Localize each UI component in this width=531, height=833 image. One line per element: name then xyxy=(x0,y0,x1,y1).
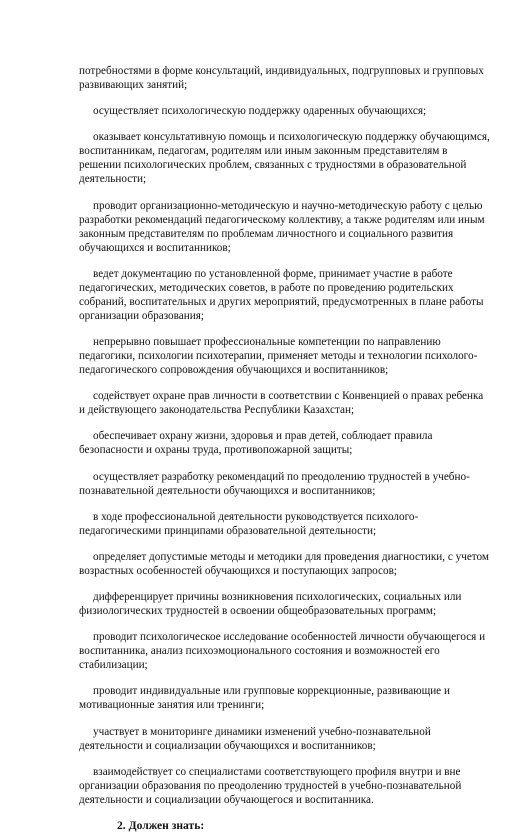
paragraph: проводит психологическое исследование особенностей личности обучающегося и воспитанника, анализ психоэмоционального состояния и возможностей его стабилизации; xyxy=(79,631,486,672)
paragraph: в ходе профессиональной деятельности руководствуется психолого-педагогическими принципами образовательной деятельности; xyxy=(79,510,419,537)
paragraph: дифференцирует причины возникновения психологических, социальных или физиологических трудностей в освоении общеобразовательных программ; xyxy=(79,591,462,618)
paragraph: потребностями в форме консультаций, индивидуальных, подгрупповых и групповых развивающих занятий; xyxy=(79,65,484,91)
paragraph: определяет допустимые методы и методики для проведения диагностики, с учетом возрастных особенностей обучающихся и поступающих запросов; xyxy=(79,550,490,577)
paragraph: проводит организационно-методическую и научно-методическую работу с целью разработки рекомендаций педагогическому коллективу, а также родителям или иным законным представителям по проблемам личностного и социального развития обучающихся и воспитанников; xyxy=(79,199,485,254)
paragraph: оказывает консультативную помощь и психологическую поддержку обучающимся, воспитанникам, педагогам, родителям или иным законным представителям в решении психологических проблем, связанных с трудностями в образовательной деятельности; xyxy=(79,131,490,186)
paragraph: ведет документацию по установленной форме, принимает участие в работе педагогических, методических советов, в работе по проведению родительских собраний, воспитательных и других мероприятий, предусмотренных в плане работы организации образования; xyxy=(79,267,484,322)
paragraph: осуществляет разработку рекомендаций по преодолению трудностей в учебно-познавательной деятельности обучающихся и воспитанников; xyxy=(79,470,470,497)
paragraph: осуществляет психологическую поддержку одаренных обучающихся; xyxy=(93,105,427,118)
paragraph: участвует в мониторинге динамики изменений учебно-познавательной деятельности и социализации обучающихся и воспитанников; xyxy=(79,725,431,752)
paragraph: взаимодействует со специалистами соответствующего профиля внутри и вне организации образования по преодолению трудностей в учебно-познавательной деятельности и социализации обучающегося и воспитанника. xyxy=(79,765,462,806)
paragraph: непрерывно повышает профессиональные компетенции по направлению педагогики, психологии психотерапии, применяет методы и технологии психолого-педагогического сопровождения обучающихся и воспитанников; xyxy=(79,335,478,376)
paragraph: обеспечивает охрану жизни, здоровья и прав детей, соблюдает правила безопасности и охраны труда, противопожарной защиты; xyxy=(79,430,433,457)
section-heading: 2. Должен знать: xyxy=(117,819,205,832)
paragraph: проводит индивидуальные или групповые коррекционные, развивающие и мотивационные занятия или тренинги; xyxy=(79,685,450,712)
paragraph: содействует охране прав личности в соответствии с Конвенцией о правах ребенка и действующего законодательства Республики Казахстан; xyxy=(79,390,484,417)
